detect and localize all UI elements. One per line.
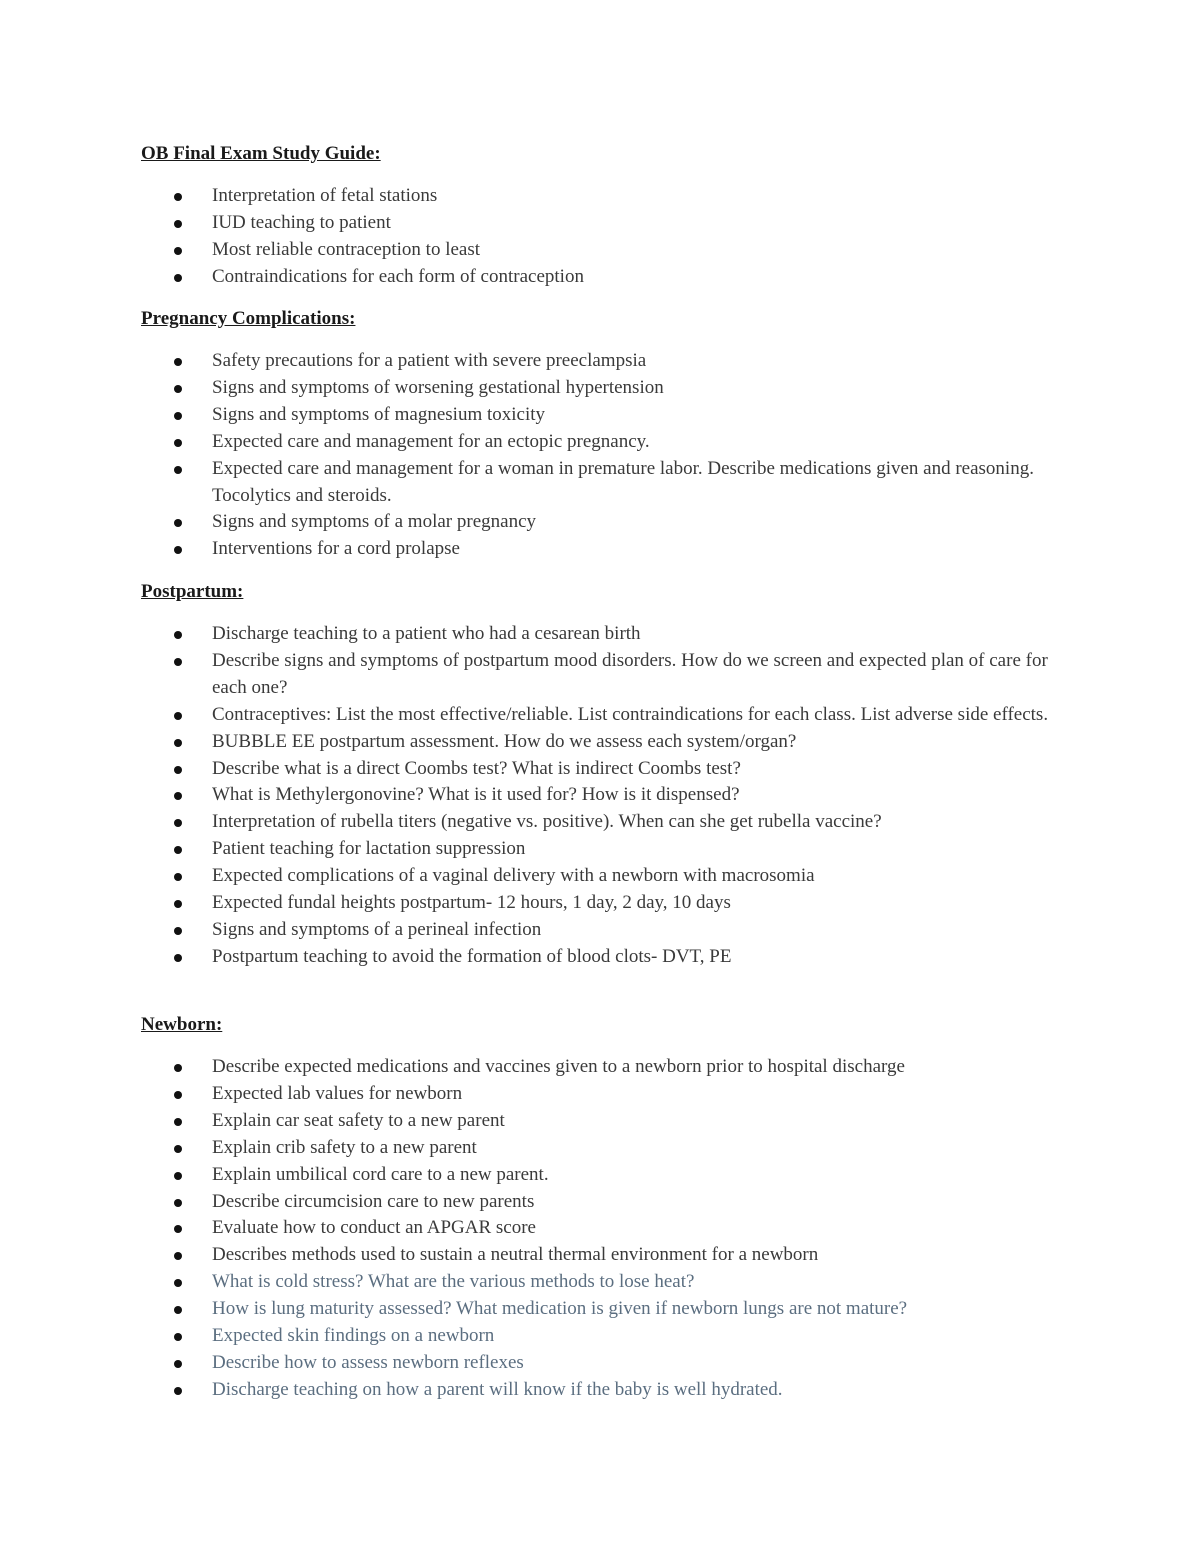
bullet-icon bbox=[174, 1091, 182, 1099]
list-item bbox=[141, 917, 1071, 944]
list-item bbox=[141, 429, 1071, 456]
list-item-text: Evaluate how to conduct an APGAR score bbox=[212, 1217, 536, 1239]
bullet-icon bbox=[174, 193, 182, 201]
list-item bbox=[141, 863, 1071, 890]
list-item-text: Discharge teaching to a patient who had a cesarean birth bbox=[212, 623, 641, 644]
list-item-text: Expected care and management for a woman in premature labor. Describe medications given and reasoning. Tocolytics and steroids. bbox=[212, 457, 1034, 506]
list-item bbox=[141, 1081, 1071, 1108]
list-item-text: Interventions for a cord prolapse bbox=[212, 538, 460, 560]
list-item bbox=[141, 237, 1071, 264]
bullet-icon bbox=[174, 1145, 182, 1153]
bullet-icon bbox=[174, 247, 182, 255]
bullet-icon bbox=[174, 954, 182, 962]
list-item-text: What is cold stress? What are the various methods to lose heat? bbox=[212, 1271, 695, 1293]
list-item bbox=[141, 1242, 1071, 1269]
section-study-guide bbox=[141, 141, 1071, 291]
list-item-text: BUBBLE EE postpartum assessment. How do we assess each system/organ? bbox=[212, 730, 797, 752]
bullet-icon bbox=[174, 1306, 182, 1314]
list-item bbox=[141, 375, 1071, 402]
section-heading: Newborn: bbox=[141, 1014, 223, 1035]
bullet-icon bbox=[174, 712, 182, 720]
list-item-text: Expected skin findings on a newborn bbox=[212, 1325, 495, 1347]
section-pregnancy-complications bbox=[141, 306, 1071, 563]
list-item bbox=[141, 1215, 1071, 1242]
list-item-text: How is lung maturity assessed? What medication is given if newborn lungs are not mature? bbox=[212, 1298, 908, 1320]
bullet-list bbox=[141, 621, 1071, 971]
list-item bbox=[141, 836, 1071, 863]
list-item bbox=[141, 621, 1071, 648]
bullet-list bbox=[141, 183, 1071, 291]
bullet-icon bbox=[174, 439, 182, 447]
list-item bbox=[141, 648, 1071, 702]
list-item-text: Safety precautions for a patient with severe preeclampsia bbox=[212, 350, 647, 371]
section-heading: Postpartum: bbox=[141, 581, 244, 602]
section-heading: OB Final Exam Study Guide: bbox=[141, 143, 381, 164]
list-item bbox=[141, 1377, 1071, 1404]
list-item-text: Contraindications for each form of contraception bbox=[212, 265, 584, 287]
list-item-text: Postpartum teaching to avoid the formation of blood clots- DVT, PE bbox=[212, 945, 732, 967]
bullet-icon bbox=[174, 274, 182, 282]
bullet-icon bbox=[174, 546, 182, 554]
list-item-text: Explain umbilical cord care to a new parent. bbox=[212, 1163, 549, 1185]
list-item bbox=[141, 264, 1071, 291]
list-item-text: Most reliable contraception to least bbox=[212, 238, 481, 260]
list-item-text: Patient teaching for lactation suppression bbox=[212, 838, 526, 860]
bullet-icon bbox=[174, 519, 182, 527]
bullet-icon bbox=[174, 1252, 182, 1260]
section-newborn bbox=[141, 1012, 1071, 1404]
list-item-text: Explain car seat safety to a new parent bbox=[212, 1109, 505, 1131]
bullet-icon bbox=[174, 658, 182, 666]
list-item bbox=[141, 890, 1071, 917]
section-postpartum bbox=[141, 579, 1071, 971]
list-item-text: Describe how to assess newborn reflexes bbox=[212, 1351, 524, 1373]
bullet-icon bbox=[174, 1333, 182, 1341]
list-item bbox=[141, 402, 1071, 429]
list-item-text: Discharge teaching on how a parent will know if the baby is well hydrated. bbox=[212, 1378, 783, 1400]
list-item bbox=[141, 729, 1071, 756]
bullet-icon bbox=[174, 766, 182, 774]
list-item bbox=[141, 809, 1071, 836]
list-item bbox=[141, 782, 1071, 809]
bullet-icon bbox=[174, 1118, 182, 1126]
list-item-text: Interpretation of rubella titers (negative vs. positive). When can she get rubella vaccine? bbox=[212, 811, 882, 833]
bullet-icon bbox=[174, 873, 182, 881]
bullet-icon bbox=[174, 1172, 182, 1180]
list-item-text: Explain crib safety to a new parent bbox=[212, 1136, 477, 1158]
bullet-icon bbox=[174, 792, 182, 800]
list-item-text: What is Methylergonovine? What is it used for? How is it dispensed? bbox=[212, 784, 740, 806]
list-item bbox=[141, 1350, 1071, 1377]
bullet-icon bbox=[174, 412, 182, 420]
bullet-icon bbox=[174, 631, 182, 639]
list-item bbox=[141, 1269, 1071, 1296]
list-item-text: Describe what is a direct Coombs test? What is indirect Coombs test? bbox=[212, 757, 741, 779]
list-item bbox=[141, 509, 1071, 536]
list-item-text: Describe circumcision care to new parents bbox=[212, 1190, 535, 1212]
list-item bbox=[141, 1296, 1071, 1323]
list-item-text: Expected complications of a vaginal delivery with a newborn with macrosomia bbox=[212, 865, 815, 887]
list-item-text: Expected fundal heights postpartum- 12 hours, 1 day, 2 day, 10 days bbox=[212, 892, 731, 914]
list-item-text: Expected lab values for newborn bbox=[212, 1082, 463, 1104]
list-item-text: IUD teaching to patient bbox=[212, 211, 391, 233]
section-heading: Pregnancy Complications: bbox=[141, 308, 356, 329]
bullet-icon bbox=[174, 846, 182, 854]
list-item bbox=[141, 1323, 1071, 1350]
bullet-icon bbox=[174, 819, 182, 827]
list-item bbox=[141, 944, 1071, 971]
list-item-text: Signs and symptoms of magnesium toxicity bbox=[212, 403, 546, 425]
bullet-icon bbox=[174, 1064, 182, 1072]
list-item-text: Signs and symptoms of a perineal infection bbox=[212, 918, 542, 940]
bullet-icon bbox=[174, 1199, 182, 1207]
list-item bbox=[141, 1135, 1071, 1162]
list-item bbox=[141, 183, 1071, 210]
list-item bbox=[141, 348, 1071, 375]
bullet-icon bbox=[174, 220, 182, 228]
list-item-text: Interpretation of fetal stations bbox=[212, 185, 438, 206]
bullet-list bbox=[141, 348, 1071, 563]
bullet-icon bbox=[174, 1360, 182, 1368]
list-item-text: Signs and symptoms of a molar pregnancy bbox=[212, 511, 537, 533]
list-item-text: Contraceptives: List the most effective/reliable. List contraindications for each class. List adverse side effects. bbox=[212, 703, 1049, 725]
list-item-text: Describe signs and symptoms of postpartum mood disorders. How do we screen and expected plan of care for each one? bbox=[212, 649, 1048, 698]
bullet-icon bbox=[174, 927, 182, 935]
list-item bbox=[141, 756, 1071, 783]
bullet-icon bbox=[174, 466, 182, 474]
list-item bbox=[141, 210, 1071, 237]
list-item-text: Expected care and management for an ectopic pregnancy. bbox=[212, 430, 650, 452]
bullet-icon bbox=[174, 739, 182, 747]
bullet-icon bbox=[174, 1387, 182, 1395]
list-item bbox=[141, 536, 1071, 563]
bullet-icon bbox=[174, 1279, 182, 1287]
list-item bbox=[141, 1108, 1071, 1135]
bullet-list bbox=[141, 1054, 1071, 1404]
bullet-icon bbox=[174, 900, 182, 908]
list-item bbox=[141, 1162, 1071, 1189]
list-item bbox=[141, 1054, 1071, 1081]
bullet-icon bbox=[174, 1225, 182, 1233]
list-item bbox=[141, 1189, 1071, 1216]
bullet-icon bbox=[174, 385, 182, 393]
list-item-text: Signs and symptoms of worsening gestational hypertension bbox=[212, 376, 664, 398]
list-item-text: Describe expected medications and vaccines given to a newborn prior to hospital discharge bbox=[212, 1056, 905, 1077]
list-item-text: Describes methods used to sustain a neutral thermal environment for a newborn bbox=[212, 1244, 819, 1266]
bullet-icon bbox=[174, 358, 182, 366]
list-item bbox=[141, 456, 1071, 510]
list-item bbox=[141, 702, 1071, 729]
